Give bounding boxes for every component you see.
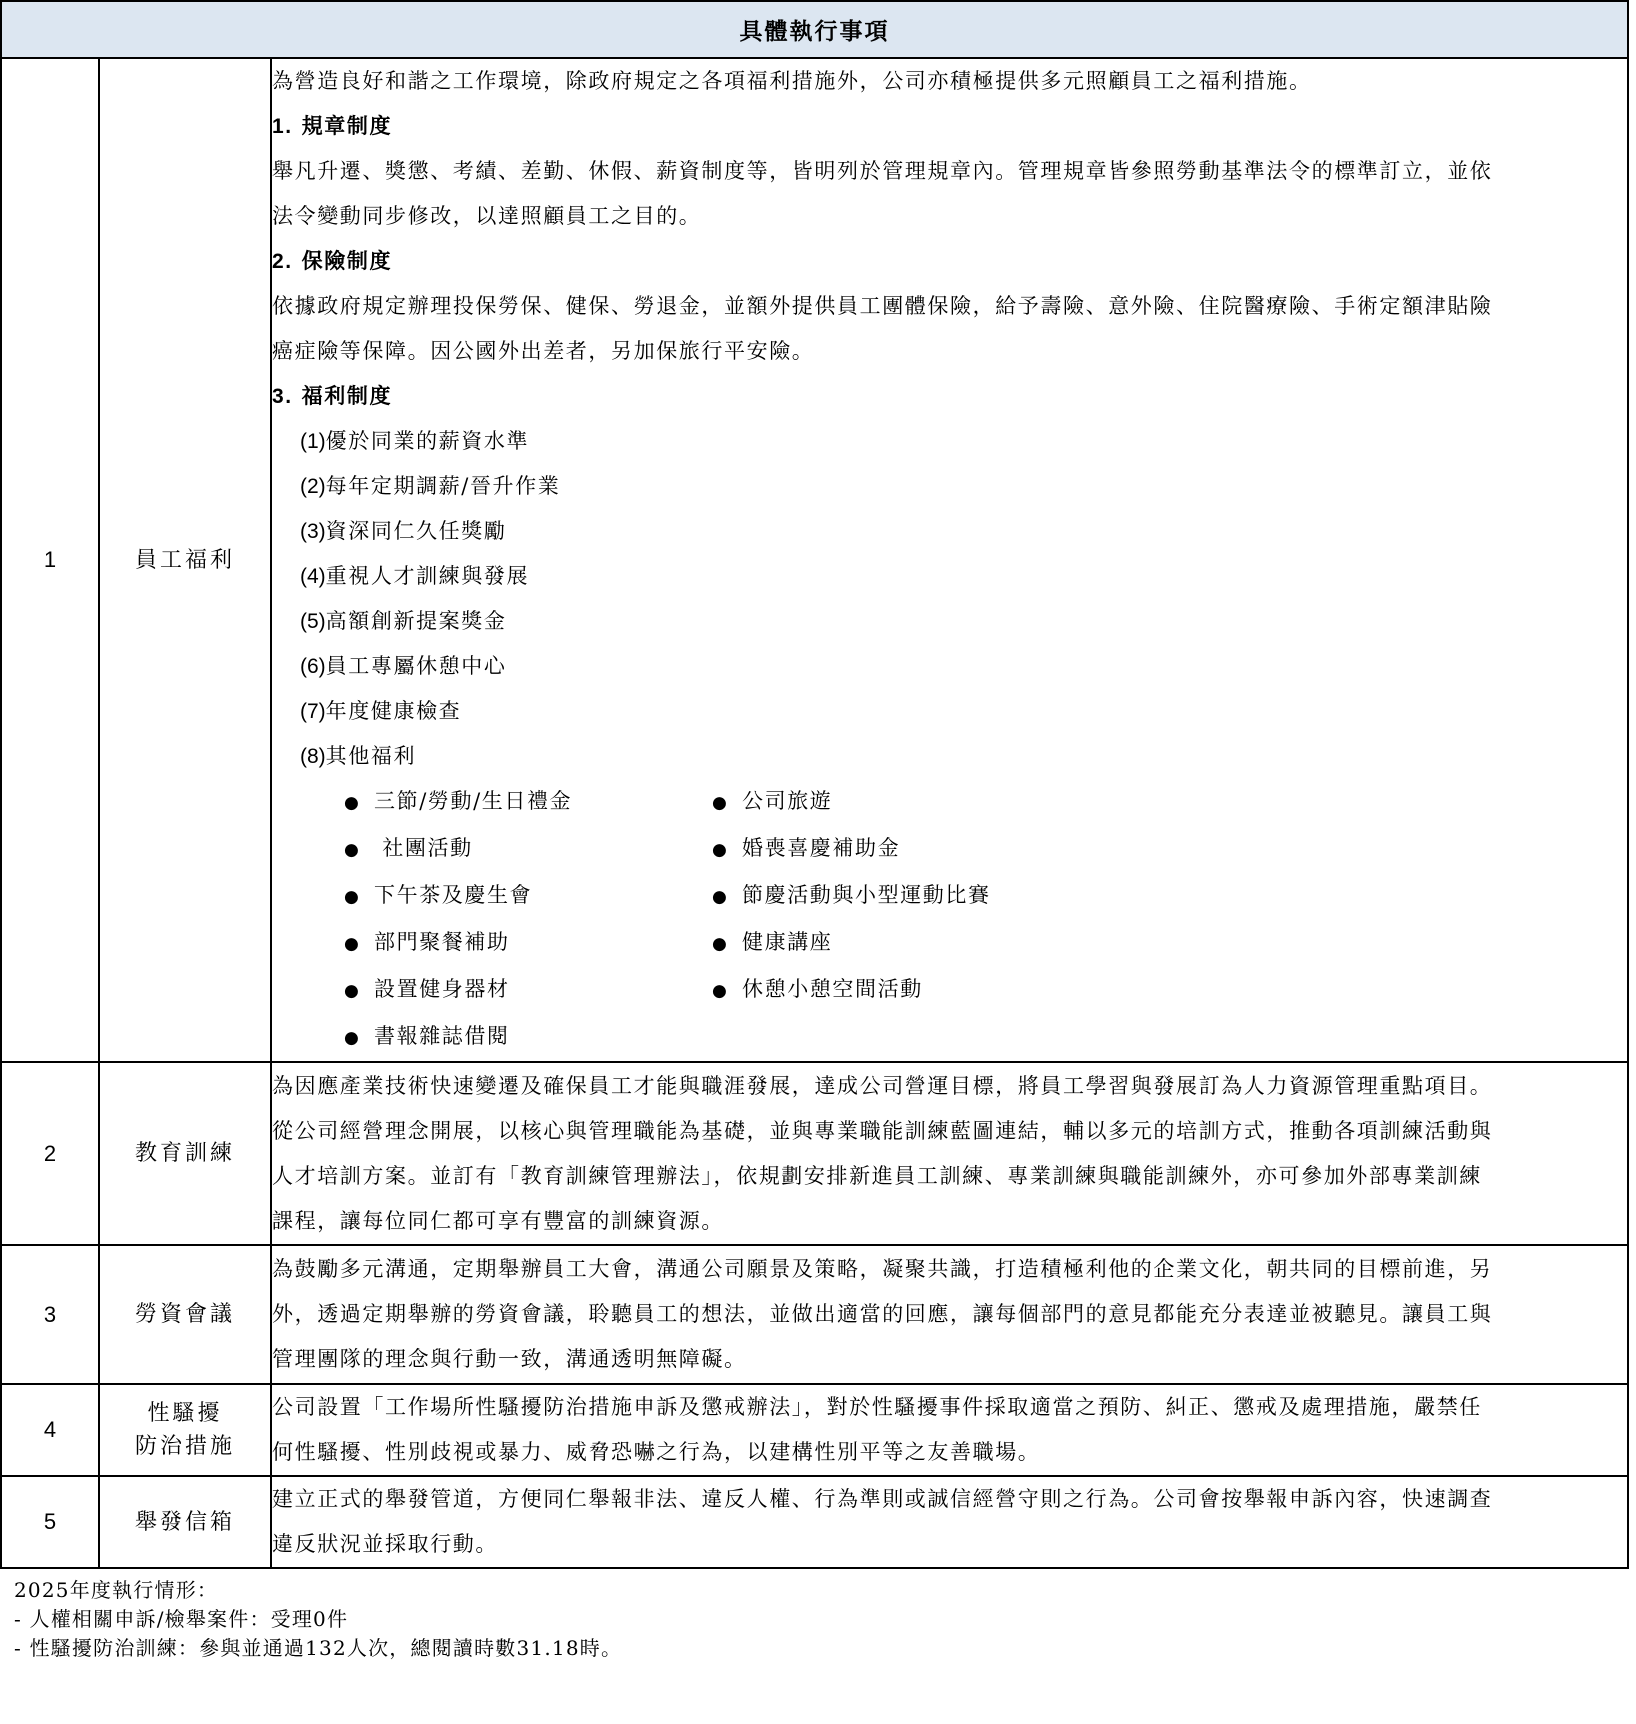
bullet-icon: ● (344, 1028, 359, 1048)
list-item: ● 休憩小憩空間活動 (712, 967, 1080, 1014)
category-line: 舉發信箱 (134, 1509, 235, 1535)
content-line: 為鼓勵多元溝通，定期舉辦員工大會，溝通公司願景及策略，凝聚共識，打造積極利他的企業文化，朝共同的目標前進，另 (272, 1257, 1493, 1281)
welfare-item: (2)每年定期調薪/晉升作業 (300, 474, 561, 498)
list-item: ● 部門聚餐補助 (344, 920, 712, 967)
footer-title: 2025年度執行情形： (14, 1578, 219, 1602)
table-row (1, 58, 1628, 1062)
content-line: 建立正式的舉發管道，方便同仁舉報非法、違反人權、行為準則或誠信經營守則之行為。公司會按舉報申訴內容，快速調查 (272, 1487, 1493, 1511)
section-heading: 1. 規章制度 (272, 114, 393, 138)
content-line: 外，透過定期舉辦的勞資會議，聆聽員工的想法，並做出適當的回應，讓每個部門的意見都能充分表達並被聽見。讓員工與 (272, 1302, 1493, 1326)
row-number: 2 (1, 1062, 99, 1245)
bullet-icon: ● (344, 793, 359, 813)
section-heading: 2. 保險制度 (272, 249, 393, 273)
bullet-icon: ● (712, 934, 727, 954)
intro-text: 為營造良好和諧之工作環境，除政府規定之各項福利措施外，公司亦積極提供多元照顧員工之福利措施。 (272, 69, 1312, 93)
bullet-column-left (344, 779, 712, 1061)
row-content (271, 58, 1628, 1062)
bullet-icon: ● (712, 981, 727, 1001)
content-line: 人才培訓方案。並訂有「教育訓練管理辦法」，依規劃安排新進員工訓練、專業訓練與職能訓練外，亦可參加外部專業訓練 (272, 1163, 1482, 1188)
content-line: 管理團隊的理念與行動一致，溝通透明無障礙。 (272, 1347, 747, 1371)
footer-line: - 性騷擾防治訓練：參與並通過132人次，總閱讀時數31.18時。 (14, 1636, 623, 1660)
bullet-icon: ● (344, 887, 359, 907)
table-header: 具體執行事項 (1, 1, 1628, 58)
content-line: 違反狀況並採取行動。 (272, 1532, 498, 1556)
row-number: 5 (1, 1476, 99, 1568)
list-item: ● 設置健身器材 (344, 967, 712, 1014)
list-item: ● 三節/勞動/生日禮金 (344, 779, 712, 826)
table-row (1, 1476, 1628, 1568)
bullet-icon: ● (712, 887, 727, 907)
row-category (99, 1476, 271, 1568)
list-item: ● 公司旅遊 (712, 779, 1080, 826)
row-category (99, 1384, 271, 1476)
welfare-item: (1)優於同業的薪資水準 (300, 429, 530, 453)
list-item: ● 書報雜誌借閱 (344, 1014, 712, 1061)
section-text-line: 癌症險等保障。因公國外出差者，另加保旅行平安險。 (272, 339, 815, 363)
list-item: ● 節慶活動與小型運動比賽 (712, 873, 1080, 920)
list-item: ● 健康講座 (712, 920, 1080, 967)
bullet-column-right (712, 779, 1080, 1061)
bullet-icon: ● (344, 934, 359, 954)
section-text-line: 舉凡升遷、獎懲、考績、差勤、休假、薪資制度等，皆明列於管理規章內。管理規章皆參照勞動基準法令的標準訂立，並依 (272, 159, 1493, 183)
welfare-item: (7)年度健康檢查 (300, 699, 462, 723)
footer-notes (14, 1576, 622, 1663)
content-line: 何性騷擾、性別歧視或暴力、威脅恐嚇之行為，以建構性別平等之友善職場。 (272, 1440, 1041, 1464)
section-text-line: 依據政府規定辦理投保勞保、健保、勞退金，並額外提供員工團體保險，給予壽險、意外險、住院醫療險、手術定額津貼險 (272, 294, 1493, 318)
row-category (99, 1062, 271, 1245)
other-benefits-list (272, 779, 1627, 1061)
welfare-item: (3)資深同仁久任獎勵 (300, 519, 507, 543)
content-line: 從公司經營理念開展，以核心與管理職能為基礎，並與專業職能訓練藍圖連結，輔以多元的培訓方式，推動各項訓練活動與 (272, 1118, 1493, 1143)
welfare-item: (6)員工專屬休憩中心 (300, 654, 507, 678)
bullet-icon: ● (344, 981, 359, 1001)
welfare-item: (4)重視人才訓練與發展 (300, 564, 530, 588)
welfare-item: (5)高額創新提案獎金 (300, 609, 507, 633)
table-row (1, 1245, 1628, 1384)
section-text-line: 法令變動同步修改，以達照顧員工之目的。 (272, 204, 702, 228)
row-category (99, 58, 271, 1062)
row-number: 4 (1, 1384, 99, 1476)
list-item: ● 下午茶及慶生會 (344, 873, 712, 920)
row-content (271, 1476, 1628, 1568)
row-content (271, 1245, 1628, 1384)
category-line: 勞資會議 (134, 1302, 235, 1327)
category-line: 性騷擾 (147, 1401, 223, 1426)
row-content (271, 1384, 1628, 1476)
section-heading: 3. 福利制度 (272, 384, 393, 408)
category-line: 防治措施 (134, 1434, 235, 1459)
content-line: 公司設置「工作場所性騷擾防治措施申訴及懲戒辦法」，對於性騷擾事件採取適當之預防、糾正、懲戒及處理措施，嚴禁任 (272, 1395, 1482, 1419)
content-line: 課程，讓每位同仁都可享有豐富的訓練資源。 (272, 1208, 724, 1233)
row-number: 1 (1, 58, 99, 1062)
list-item: ● 婚喪喜慶補助金 (712, 826, 1080, 873)
footer-line: - 人權相關申訴/檢舉案件：受理0件 (14, 1607, 349, 1631)
table-row (1, 1384, 1628, 1476)
list-item: ● 社團活動 (344, 826, 712, 873)
row-content (271, 1062, 1628, 1245)
bullet-icon: ● (712, 840, 727, 860)
content-line: 為因應產業技術快速變遷及確保員工才能與職涯發展，達成公司營運目標，將員工學習與發展訂為人力資源管理重點項目。 (272, 1073, 1493, 1098)
row-number: 3 (1, 1245, 99, 1384)
welfare-item: (8)其他福利 (300, 744, 417, 768)
bullet-icon: ● (344, 840, 359, 860)
row-category (99, 1245, 271, 1384)
table-row (1, 1062, 1628, 1245)
category-line: 教育訓練 (134, 1141, 235, 1166)
table-header-row (1, 1, 1628, 58)
category-line: 員工福利 (134, 547, 235, 573)
bullet-icon: ● (712, 793, 727, 813)
